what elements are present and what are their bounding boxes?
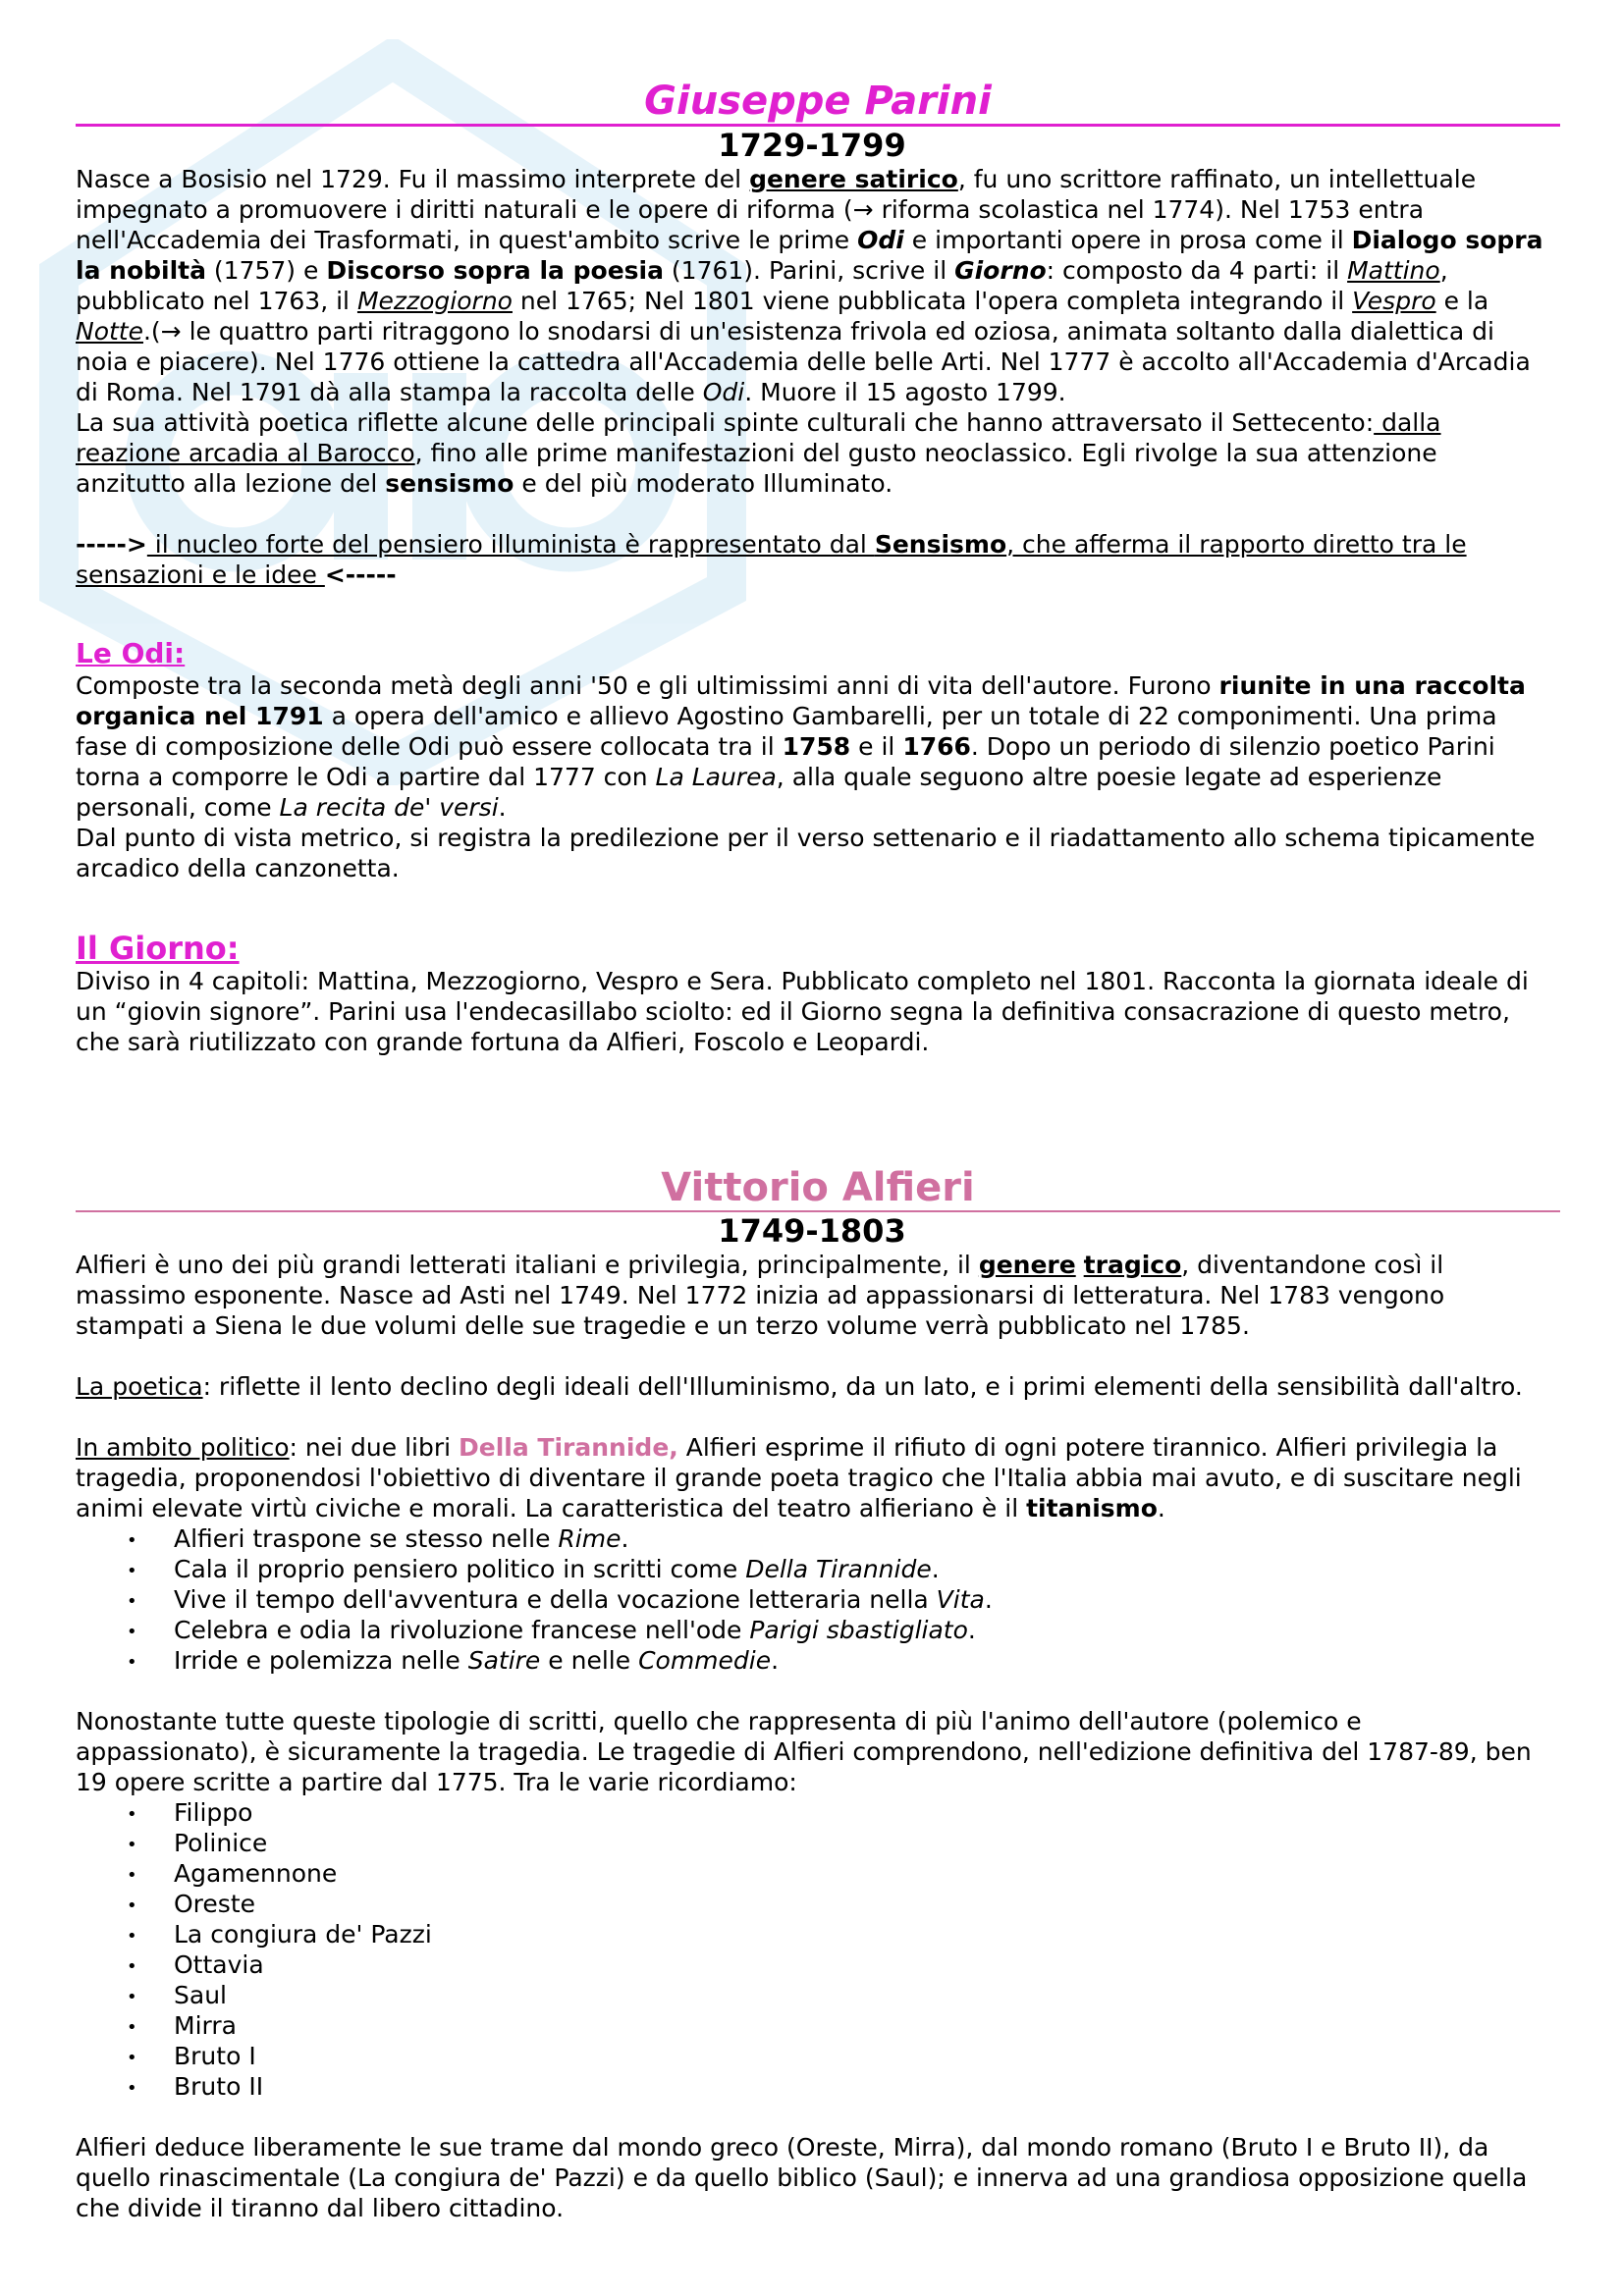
barocco-link: dalla reazione arcadia al Barocco [76,408,1441,467]
politico-paragraph: In ambito politico: nei due libri Della Tirannide, Alfieri esprime il rifiuto di ogni potere tirannico. Alfieri privilegia la tragedia, proponendosi l'obiettivo di diventare il grande poeta tragico che l'Italia abbia mai avuto, e di suscitare negli animi elevate virtù civiche e morali. La caratteristica del teatro alfieriano è il titanismo. [76,1433,1522,1522]
parini-title: Giuseppe Parini [76,79,1560,127]
odi-heading: Le Odi: [76,637,186,669]
list-item: • Cala il proprio pensiero politico in scritti come Della Tirannide. [174,1554,1548,1584]
poetica-paragraph: La poetica: riflette il lento declino degli ideali dell'Illuminismo, da un lato, e i primi elementi della sensibilità dall'altro. [76,1372,1523,1401]
closing-paragraph: Alfieri deduce liberamente le sue trame dal mondo greco (Oreste, Mirra), dal mondo romano (Bruto I e Bruto II), da quello rinascimentale (La congiura de' Pazzi) e da quello biblico (Saul); e innerva ad una grandiosa opposizione quella che divide il tiranno dal libero cittadino. [76,2133,1528,2222]
list-item: • Celebra e odia la rivoluzione francese nell'ode Parigi sbastigliato. [174,1615,1548,1645]
odi-metrica-paragraph: Dal punto di vista metrico, si registra la predilezione per il verso settenario e il riadattamento allo schema tipicamente arcadico della canzonetta. [76,824,1536,882]
list-item: • Mirra [174,2010,1548,2041]
tragedie-list [76,1797,1548,2102]
list-item: • Irride e polemizza nelle Satire e nelle Commedie. [174,1645,1548,1676]
list-item: • Alfieri traspone se stesso nelle Rime. [174,1523,1548,1554]
parini-attivita-paragraph: La sua attività poetica riflette alcune delle principali spinte culturali che hanno attraversato il Settecento: dalla reazione arcadia al Barocco, fino alle prime manifestazioni del gusto neoclassico. Egli rivolge la sua attenzione anzitutto alla lezione del sensismo e del più moderato Illuminato. [76,408,1441,498]
list-item: • Agamennone [174,1858,1548,1889]
list-item: • Saul [174,1980,1548,2010]
alfieri-intro-paragraph: Alfieri è uno dei più grandi letterati italiani e privilegia, principalmente, il genere tragico, diventandone così il massimo esponente. Nasce ad Asti nel 1749. Nel 1772 inizia ad appassionarsi di letteratura. Nel 1783 vengono stampati a Siena le due volumi delle sue tragedie e un terzo volume verrà pubblicato nel 1785. [76,1251,1445,1340]
document-page [76,79,1548,2223]
alfieri-years: 1749-1803 [718,1212,906,1250]
list-item: • Ottavia [174,1949,1548,1980]
alfieri-title: Vittorio Alfieri [76,1165,1560,1212]
parini-intro-paragraph: Nasce a Bosisio nel 1729. Fu il massimo interprete del genere satirico, fu uno scrittore raffinato, un intellettuale impegnato a promuovere i diritti naturali e le opere di riforma (→ riforma scolastica nel 1774). Nel 1753 entra nell'Accademia dei Trasformati, in quest'ambito scrive le prime Odi e importanti opere in prosa come il Dialogo sopra la nobiltà (1757) e Discorso sopra la poesia (1761). Parini, scrive il Giorno: composto da 4 parti: il Mattino, pubblicato nel 1763, il Mezzogiorno nel 1765; Nel 1801 viene pubblicata l'opera completa integrando il Vespro e la Notte.(→ le quattro parti ritraggono lo snodarsi di un'esistenza frivola ed oziosa, animata soltanto dalla dialettica di noia e piacere). Nel 1776 ottiene la cattedra all'Accademia delle belle Arti. Nel 1777 è accolto all'Accademia d'Arcadia di Roma. Nel 1791 dà alla stampa la raccolta delle Odi. Muore il 15 agosto 1799. [76,165,1543,406]
sensismo-note: -----> il nucleo forte del pensiero illuminista è rappresentato dal Sensismo, che afferma il rapporto diretto tra le sensazioni e le idee <----- [76,530,1467,589]
giorno-paragraph: Diviso in 4 capitoli: Mattina, Mezzogiorno, Vespro e Sera. Pubblicato completo nel 1801. Racconta la giornata ideale di un “giovin signore”. Parini usa l'endecasillabo sciolto: ed il Giorno segna la definitiva consacrazione di questo metro, che sarà riutilizzato con grande fortuna da Alfieri, Foscolo e Leopardi. [76,967,1529,1056]
parini-years: 1729-1799 [718,127,906,164]
list-item: • Filippo [174,1797,1548,1828]
odi-paragraph: Composte tra la seconda metà degli anni '50 e gli ultimissimi anni di vita dell'autore. Furono riunite in una raccolta organica nel 1791 a opera dell'amico e allievo Agostino Gambarelli, per un totale di 22 componimenti. Una prima fase di composizione delle Odi può essere collocata tra il 1758 e il 1766. Dopo un periodo di silenzio poetico Parini torna a comporre le Odi a partire dal 1777 con La Laurea, alla quale seguono altre poesie legate ad esperienze personali, come La recita de' versi. [76,671,1526,822]
list-item: • Bruto I [174,2041,1548,2071]
tragedie-paragraph: Nonostante tutte queste tipologie di scritti, quello che rappresenta di più l'animo dell'autore (polemico e appassionato), è sicuramente la tragedia. Le tragedie di Alfieri comprendono, nell'edizione definitiva del 1787-89, ben 19 opere scritte a partire dal 1775. Tra le varie ricordiamo: [76,1707,1532,1796]
list-item: • Vive il tempo dell'avventura e della vocazione letteraria nella Vita. [174,1584,1548,1615]
list-item: • Bruto II [174,2071,1548,2102]
list-item: • La congiura de' Pazzi [174,1919,1548,1949]
alfieri-works-list [76,1523,1548,1676]
giorno-heading: Il Giorno: [76,930,240,967]
list-item: • Oreste [174,1889,1548,1919]
list-item: • Polinice [174,1828,1548,1858]
